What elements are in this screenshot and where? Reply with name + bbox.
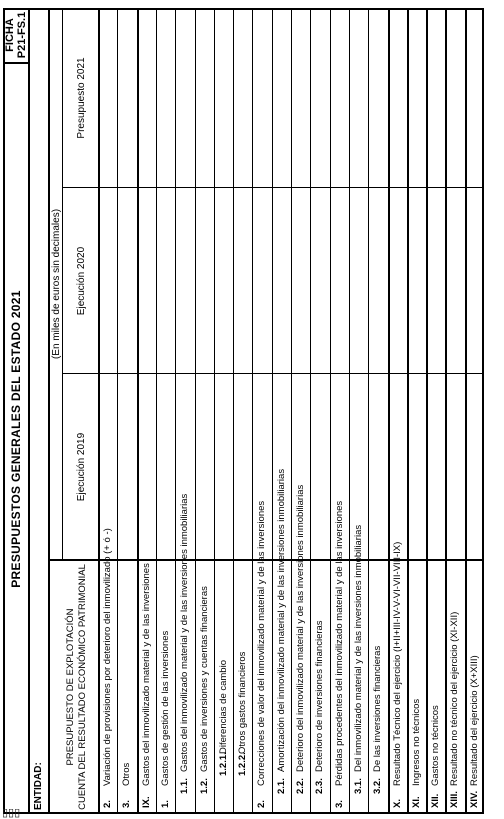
row-label — [199, 586, 211, 794]
row-text: Gastos del inmovilizado material y de las inversiones — [140, 563, 152, 786]
scan-edge-marks: ▯▯▯ — [2, 807, 21, 819]
row-divider — [388, 8, 390, 814]
row-number: 1. — [159, 800, 171, 808]
row-label — [334, 501, 346, 808]
row-text: Amortización del inmovilizado material y de las inversiones inmobiliarias — [275, 468, 287, 772]
row-number: 2.3. — [314, 778, 326, 794]
row-divider — [291, 8, 292, 814]
row-number: 3.2. — [372, 778, 384, 794]
page-title: PRESUPUESTOS GENERALES DEL ESTADO 2021 — [9, 290, 23, 588]
row-label — [295, 485, 307, 794]
row-label — [160, 631, 172, 808]
row-number: X. — [391, 799, 403, 808]
row-text: Ingresos no técnicos — [410, 698, 422, 786]
row-text: Otros — [121, 762, 133, 786]
row-number: XI. — [410, 796, 422, 808]
row-label — [314, 620, 326, 794]
row-number: 1.2.1. — [217, 752, 229, 776]
col-header-2020: Ejecución 2020 — [76, 246, 87, 316]
row-label — [179, 494, 191, 794]
row-label — [411, 699, 423, 808]
row-text: Otros gastos financieros — [237, 651, 249, 754]
row-divider — [310, 8, 311, 814]
entidad-divider — [48, 8, 50, 814]
row-label — [353, 525, 365, 794]
row-divider — [175, 8, 176, 814]
col-divider-2 — [62, 373, 484, 374]
row-number: IX. — [140, 796, 152, 808]
row-divider — [272, 8, 273, 814]
row-text: Del inmovilizado material y de las inversiones inmobiliarias — [352, 524, 364, 772]
row-text: Diferencias de cambio — [217, 660, 229, 754]
row-divider — [195, 8, 196, 814]
ficha-code: P21-FS.1 — [16, 11, 28, 59]
row-label — [256, 501, 268, 808]
row-label — [102, 528, 114, 808]
row-label — [141, 563, 153, 808]
row-number: 2. — [256, 800, 268, 808]
row-label — [392, 542, 404, 808]
row-divider — [407, 8, 409, 814]
row-text: Gastos no técnicos — [430, 705, 442, 786]
row-label — [430, 705, 442, 808]
row-text: Pérdidas procedentes del inmovilizado material y de las inversiones — [333, 500, 345, 786]
row-text: Resultado no técnico del ejercicio (XI-XII) — [449, 611, 461, 786]
row-number: 1.2. — [198, 778, 210, 794]
row-label — [372, 646, 384, 794]
row-label — [121, 763, 133, 808]
row-text: Deterioro de inversiones financieras — [314, 620, 326, 772]
entidad-label: ENTIDAD: — [33, 762, 44, 810]
ficha-label: FICHA — [4, 18, 16, 52]
row-divider — [368, 8, 369, 814]
row-divider — [465, 8, 467, 814]
row-number: XIII. — [449, 791, 461, 808]
row-divider — [156, 8, 157, 814]
row-label — [469, 655, 481, 808]
row-text: Gastos de inversiones y cuentas financieras — [198, 586, 210, 772]
header-divider — [98, 8, 100, 814]
row-text: Resultado del ejercicio (X+XIII) — [468, 655, 480, 786]
row-text: Gastos del inmovilizado material y de las inversiones inmobiliarias — [179, 493, 191, 772]
units-note: (En miles de euros sin decimales) — [51, 208, 62, 360]
row-number: 1.2.2. — [237, 752, 249, 776]
row-divider — [137, 8, 139, 814]
row-text: Resultado Técnico del ejercicio (I+II+III-IV-V-VI-VII-VIII-IX) — [391, 541, 403, 786]
row-divider — [117, 8, 118, 814]
col-header-2019: Ejecución 2019 — [76, 432, 87, 502]
row-label — [237, 652, 249, 776]
row-text: Gastos de gestión de las inversiones — [159, 630, 171, 786]
row-divider — [349, 8, 350, 814]
row-number: 2.1. — [275, 778, 287, 794]
row-label — [218, 660, 230, 776]
col-divider-3 — [62, 187, 484, 188]
title-divider — [28, 8, 30, 814]
row-number: XIV. — [468, 790, 480, 808]
row-text: Correcciones de valor del inmovilizado material y de las inversiones — [256, 500, 268, 786]
col-header-2021: Presupuesto 2021 — [76, 57, 87, 139]
row-divider — [214, 8, 215, 814]
row-divider — [252, 8, 253, 814]
row-label — [276, 469, 288, 794]
subheader-line2: CUENTA DEL RESULTADO ECONÓMICO PATRIMONIAL — [77, 564, 88, 810]
row-number: 2. — [102, 800, 113, 808]
subheader-line1: PRESUPUESTO DE EXPLOTACIÓN — [65, 608, 76, 766]
row-label — [449, 612, 461, 808]
row-divider — [445, 8, 447, 814]
row-text: Variación de provisiones por deterioro del inmovilizado (+ ó -) — [102, 528, 113, 786]
row-divider — [233, 8, 234, 814]
row-divider — [426, 8, 428, 814]
row-number: XII. — [430, 793, 442, 808]
row-number: 1.1. — [179, 778, 191, 794]
row-number: 3.1. — [352, 778, 364, 794]
row-text: Deterioro del inmovilizado material y de las inversiones inmobiliarias — [295, 484, 306, 772]
row-number: 3. — [333, 800, 345, 808]
row-text: De las inversiones financieras — [372, 645, 384, 772]
row-number: 3. — [121, 800, 133, 808]
row-divider — [330, 8, 331, 814]
row-number: 2.2. — [295, 778, 306, 794]
